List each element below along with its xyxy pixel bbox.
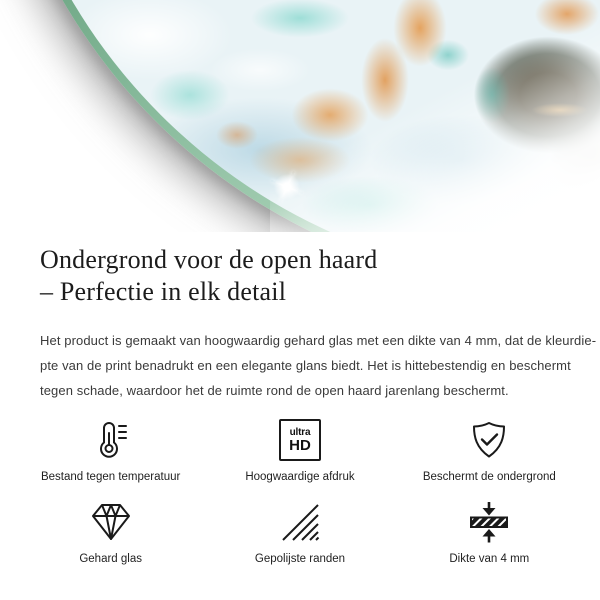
page-title (40, 244, 560, 308)
product-image (0, 0, 600, 232)
ultra-hd-icon-text-top: ultra (289, 426, 311, 438)
sparkle-glint (272, 172, 302, 202)
description-line: pte van de print benadrukt en een elegante glans biedt. Het is hittebestendig en beschermt (40, 358, 571, 373)
page-title-line2: – Perfectie in elk detail (40, 277, 287, 306)
feature-label: Bestand tegen temperatuur (40, 471, 181, 483)
polished-edges-icon (278, 499, 322, 545)
feature-item-print-quality (205, 417, 394, 483)
product-description (40, 328, 597, 403)
feature-label: Beschermt de ondergrond (422, 471, 556, 483)
thickness-icon (467, 499, 511, 545)
page-title-line1: Ondergrond voor de open haard (40, 245, 378, 274)
feature-grid (16, 417, 584, 565)
thermometer-icon (89, 417, 133, 463)
description-line: Het product is gemaakt van hoogwaardig gehard glas met een dikte van 4 mm, dat de kleurdie- (40, 333, 597, 348)
feature-label: Gehard glas (79, 553, 142, 565)
feature-item-thickness (395, 499, 584, 565)
ultra-hd-icon-text-bottom: HD (289, 436, 311, 454)
feature-item-temperature (16, 417, 205, 483)
feature-label: Dikte van 4 mm (449, 553, 530, 565)
ultra-hd-icon (279, 417, 321, 463)
feature-label: Gepolijste randen (254, 553, 346, 565)
feature-item-protection (395, 417, 584, 483)
feature-item-polished-edges (205, 499, 394, 565)
feature-item-tempered-glass (16, 499, 205, 565)
description-line: tegen schade, waardoor het de ruimte rond de open haard jarenlang beschermt. (40, 383, 509, 398)
feature-label: Hoogwaardige afdruk (245, 471, 355, 483)
diamond-icon (89, 499, 133, 545)
shield-check-icon (467, 417, 511, 463)
